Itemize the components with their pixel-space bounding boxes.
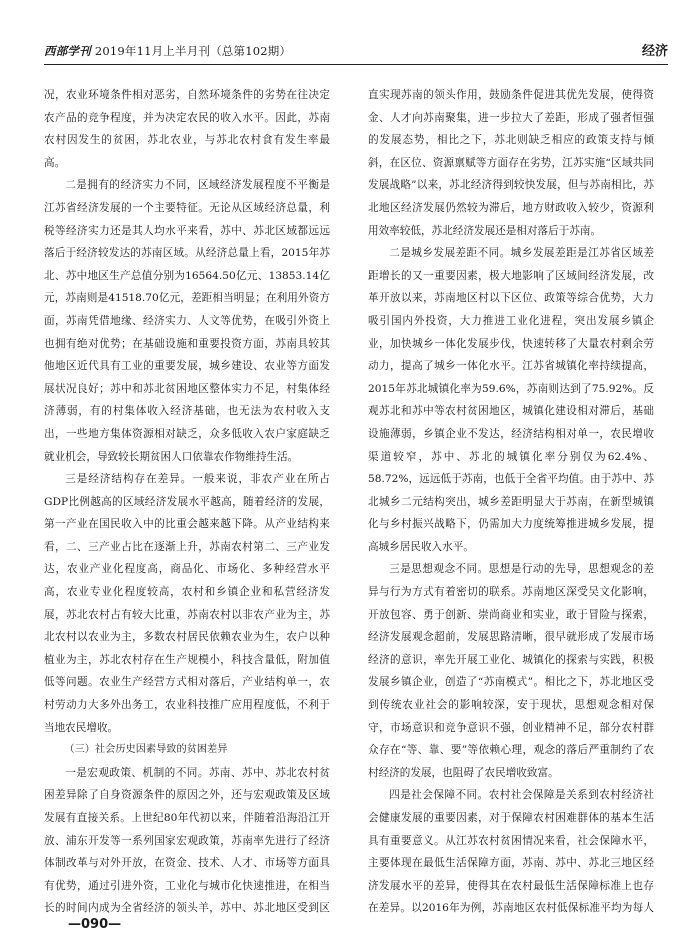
body-paragraph: 况，农业环境条件相对恶劣，自然环境条件的劣势在往决定农产品的竞争程度，并为决定农民的收入水平。因此，苏南农村因发生的贫困，苏北农业，与苏北农村食有发生率最高。 — [44, 89, 330, 169]
body-paragraph: 二是拥有的经济实力不同，区域经济发展程度不平衡是江苏省经济发展的一个主要特征。无论从区域经济总量，利税等经济实力还是其人均水平来看，苏中、苏北区域都远远落后于经济较发达的苏南区域。从经济总量上看，2015年苏北、苏中地区生产总值分别为16564.50亿元、13853.14亿元，苏南则是41518.70亿元，差距相当明显；在利用外资方面，苏南凭借地缘、经济实力、人文等优势，在吸引外资上也拥有绝对优势；在基础设施和重要投资方面，苏南具较其他地区近代具有工业的重要发展，城乡建设、农业等方面发展状况良好；苏中和苏北贫困地区整体实力不足，村集体经济薄弱，有的村集体收入经济基础，也无法为农村收入支出，一些地方集体资源相对缺乏，众多低收入农户家庭缺乏就业机会，导致较长期贫困人口依靠农作物维持生活。 — [44, 179, 330, 463]
right-column — [368, 84, 654, 919]
section-label: 经济 — [641, 44, 668, 59]
page-number: —090— — [68, 917, 122, 932]
body-paragraph: 三是经济结构存在差异。一般来说，非农产业在所占GDP比例越高的区域经济发展水平越高，随着经济的发展，第一产业在国民收入中的比重会越来越下降。从产业结构来看，二、三产业占比在逐渐上升，苏南农村第二、三产业发达，农业产业化程度高，商品化、市场化、多种经营水平高，农业专业化程度较高，农村和乡镇企业和私营经济发展，苏北农村占有较大比重，苏南农村以非农产业为主，苏北农村以农业为主，多数农村居民依赖农业为生，农户以种植业为主，苏北农村存在生产规模小，科技含量低，附加值低等问题。农业生产经营方式相对落后，产业结构单一，农村劳动力大多外出务工，农业科技推广应用程度低，不利于当地农民增收。 — [44, 473, 330, 734]
journal-info — [44, 43, 291, 59]
body-paragraph: 直实现苏南的领头作用，鼓励条件促进其优先发展，使得资金、人才向苏南聚集，进一步拉大了差距，形成了强者恒强的发展态势，相比之下，苏北则缺乏相应的政策支持与倾斜，在区位、资源禀赋等方面存在劣势，江苏实施“区域共同发展战略”以来，苏北经济得到较快发展，但与苏南相比，苏北地区经济发展仍然较为滞后，地方财政收入较少，资源利用效率较低，苏北经济发展还是相对落后于苏南。 — [368, 89, 654, 237]
page-header — [44, 36, 668, 65]
body-paragraph: 四是社会保障不同。农村社会保障是关系到农村经济社会健康发展的重要因素，对于保障农村困难群体的基本生活具有重要意义。从江苏农村贫困情况来看，社会保障水平，主要体现在最低生活保障方面，苏南、苏中、苏北三地区经济发展水平的差异，使得其在农村最低生活保障标准上也存在差异。以2016年为例，苏南地区农村低保标准平均为每人 — [368, 789, 654, 915]
subsection-heading: （三）社会历史因素导致的贫困差异 — [64, 744, 228, 756]
body-paragraph: 三是思想观念不同。思想是行动的先导，思想观念的差异与行为方式有着密切的联系。苏南地区深受吴文化影响，开放包容、勇于创新、崇尚商业和实业，敢于冒险与探索，经济发展观念超前，发展思路清晰，很早就形成了发展市场经济的意识，率先开展工业化、城镇化的探索与实践，积极发展乡镇企业，创造了“苏南模式”。相比之下，苏北地区受到传统农业社会的影响较深，安于现状，思想观念相对保守，市场意识和竞争意识不强，创业精神不足，部分农村群众存在“等、靠、要”等依赖心理，观念的落后严重制约了农村经济的发展，也阻碍了农民增收致富。 — [368, 563, 654, 779]
body-paragraph: 二是城乡发展差距不同。城乡发展差距是江苏省区域差距增长的又一重要因素，极大地影响了区域间经济发展，改革开放以来，苏南地区村以下区位、政策等综合优势，大力吸引国内外投资，大力推进工业化进程，突出发展乡镇企业，加快城乡一体化发展步伐，快速转移了大量农村剩余劳动力，提高了城乡一体化水平。江苏省城镇化率持续提高，2015年苏北城镇化率为59.6%，苏南则达到了75.92%。反观苏北和苏中等农村贫困地区，城镇化建设相对滞后，基础设施薄弱，乡镇企业不发达，经济结构相对单一，农民增收渠道较窄，苏中、苏北的城镇化率分别仅为62.4%、58.72%，远远低于苏南，也低于全省平均值。由于苏中、苏北城乡二元结构突出，城乡差距明显大于苏南，在新型城镇化与乡村振兴战略下，仍需加大力度统筹推进城乡发展，提高城乡居民收入水平。 — [368, 247, 654, 553]
left-column — [44, 84, 330, 919]
body-paragraph: 一是宏观政策、机制的不同。苏南、苏中、苏北农村贫困差异除了自身资源条件的原因之外，还与宏观政策及区域发展有直接关系。上世纪80年代初以来，伴随着沿海沿江开放、浦东开发等一系列国家宏观政策，苏南率先进行了经济体制改革与对外开放，在资金、技术、人才、市场等方面具有优势，通过引进外资，工业化与城市化快速推进，在相当长的时间内成为全省经济的领头羊，苏中、苏北地区受到区 — [44, 766, 330, 915]
journal-issue: 2019年11月上半月刊（总第102期） — [94, 44, 292, 58]
journal-logo: 西部学刊 — [44, 44, 91, 58]
